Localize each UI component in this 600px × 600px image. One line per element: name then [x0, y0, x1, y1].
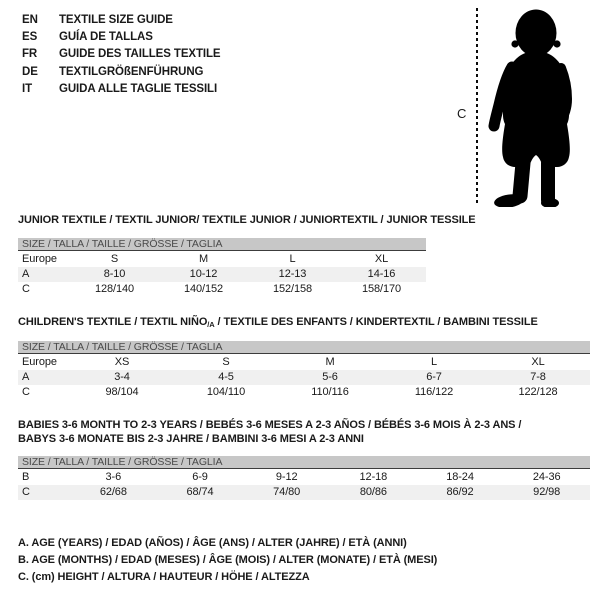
row-label: Europe	[22, 252, 57, 265]
baby-silhouette-icon	[486, 5, 586, 207]
cell-value: 110/116	[311, 386, 349, 398]
cell-value: 9-12	[275, 471, 298, 483]
cell-value: 98/104	[105, 386, 139, 398]
cell-value: 128/140	[94, 282, 135, 295]
cell-value: 3-4	[114, 371, 130, 383]
cell-value: S	[110, 252, 119, 265]
title-text: / TEXTILE DES ENFANTS / KINDERTEXTIL / BAMBINI TESSILE	[214, 315, 538, 328]
table-row	[18, 282, 426, 297]
row-label: A	[22, 267, 30, 280]
footnote-line: A. AGE (YEARS) / EDAD (AÑOS) / ÂGE (ANS) / ALTER (JAHRE) / ETÀ (ANNI)	[18, 537, 407, 549]
height-measure-dashed-line	[476, 8, 478, 206]
cell-value: 10-12	[189, 267, 218, 280]
cell-value: M	[198, 252, 209, 265]
size-header-bar: SIZE / TALLA / TAILLE / GRÖSSE / TAGLIA	[18, 238, 426, 251]
cell-value: L	[289, 252, 296, 265]
size-table	[18, 252, 426, 297]
size-table	[18, 355, 590, 400]
cell-value: 24-36	[532, 471, 561, 483]
section-title-line	[18, 316, 590, 332]
cell-value: XL	[374, 252, 389, 265]
section-title	[18, 214, 590, 228]
cell-value: 18-24	[446, 471, 474, 483]
language-code: IT	[22, 82, 33, 95]
row-label: C	[22, 486, 30, 498]
language-code: EN	[22, 14, 38, 26]
cell-value: 6-7	[426, 371, 442, 383]
language-title: GUÍA DE TALLAS	[59, 31, 153, 44]
title-text: /A	[207, 319, 215, 329]
section-title-line	[18, 214, 590, 228]
cell-value: 3-6	[105, 471, 122, 483]
size-section	[18, 419, 590, 500]
title-text: CHILDREN'S TEXTILE / TEXTIL NIÑO	[18, 315, 208, 328]
language-code: DE	[22, 65, 38, 78]
row-label: C	[22, 386, 30, 398]
cell-value: 62/68	[99, 486, 127, 498]
cell-value: 152/158	[272, 282, 313, 295]
table-row	[18, 267, 426, 282]
language-row	[22, 81, 221, 98]
table-row	[18, 355, 590, 370]
language-title: GUIDE DES TAILLES TEXTILE	[59, 48, 221, 61]
row-label: Europe	[22, 356, 57, 368]
section-title-line	[18, 433, 590, 447]
table-row	[18, 370, 590, 385]
cell-value: 8-10	[103, 267, 126, 280]
cell-value: 68/74	[186, 486, 214, 498]
language-title: TEXTILGRÖßENFÜHRUNG	[59, 65, 204, 78]
title-text: BABYS 3-6 MONATE BIS 2-3 JAHRE / BAMBINI 3-6 MESI A 2-3 ANNI	[18, 432, 364, 445]
footnote-line: B. AGE (MONTHS) / EDAD (MESES) / ÂGE (MOIS) / ALTER (MONATE) / ETÀ (MESI)	[18, 554, 438, 566]
cell-value: 104/110	[206, 386, 246, 398]
cell-value: S	[222, 356, 230, 368]
cell-value: 74/80	[273, 486, 301, 498]
cell-value: M	[325, 356, 335, 368]
cell-value: L	[430, 356, 438, 368]
cell-value: 6-9	[192, 471, 208, 483]
size-tables	[18, 214, 590, 519]
row-label: B	[22, 471, 30, 483]
height-measure-label: C	[457, 106, 467, 121]
language-code: ES	[22, 31, 38, 44]
cell-value: XL	[531, 356, 545, 368]
section-title-line	[18, 419, 590, 433]
cell-value: 12-18	[359, 471, 388, 483]
cell-value: 14-16	[367, 267, 396, 280]
cell-value: XS	[114, 356, 130, 368]
title-text: JUNIOR TEXTILE / TEXTIL JUNIOR/ TEXTILE JUNIOR / JUNIORTEXTIL / JUNIOR TESSILE	[18, 214, 476, 226]
cell-value: 92/98	[533, 486, 561, 498]
language-title: GUIDA ALLE TAGLIE TESSILI	[59, 82, 218, 95]
size-header-bar: SIZE / TALLA / TAILLE / GRÖSSE / TAGLIA	[18, 341, 590, 354]
language-row	[22, 12, 221, 29]
size-table	[18, 470, 590, 500]
legend	[18, 535, 437, 586]
cell-value: 122/128	[518, 386, 558, 398]
row-label: A	[22, 371, 30, 383]
row-label: C	[22, 282, 30, 295]
cell-value: 5-6	[322, 371, 338, 383]
cell-value: 86/92	[446, 486, 474, 498]
cell-value: 80/86	[359, 486, 387, 498]
size-header-bar: SIZE / TALLA / TAILLE / GRÖSSE / TAGLIA	[18, 456, 590, 469]
table-row	[18, 385, 590, 400]
language-code: FR	[22, 48, 38, 61]
footnote-line: C. (cm) HEIGHT / ALTURA / HAUTEUR / HÖHE / ALTEZZA	[18, 571, 310, 583]
cell-value: 140/152	[183, 282, 224, 295]
size-section	[18, 214, 590, 297]
cell-value: 4-5	[218, 371, 234, 383]
table-row	[18, 252, 426, 267]
language-row	[22, 46, 221, 63]
language-title: TEXTILE SIZE GUIDE	[59, 14, 173, 26]
title-text: BABIES 3-6 MONTH TO 2-3 YEARS / BEBÉS 3-6 MESES A 2-3 AÑOS / BÉBÉS 3-6 MOIS À 2-3 ANS /	[18, 419, 522, 431]
cell-value: 158/170	[361, 282, 402, 295]
language-row	[22, 29, 221, 46]
section-title	[18, 316, 590, 332]
section-title	[18, 419, 590, 446]
language-row	[22, 64, 221, 81]
size-section	[18, 316, 590, 401]
table-row	[18, 485, 590, 500]
cell-value: 7-8	[530, 371, 546, 383]
language-list	[22, 12, 221, 98]
cell-value: 116/122	[414, 386, 454, 398]
table-row	[18, 470, 590, 485]
cell-value: 12-13	[278, 267, 307, 280]
